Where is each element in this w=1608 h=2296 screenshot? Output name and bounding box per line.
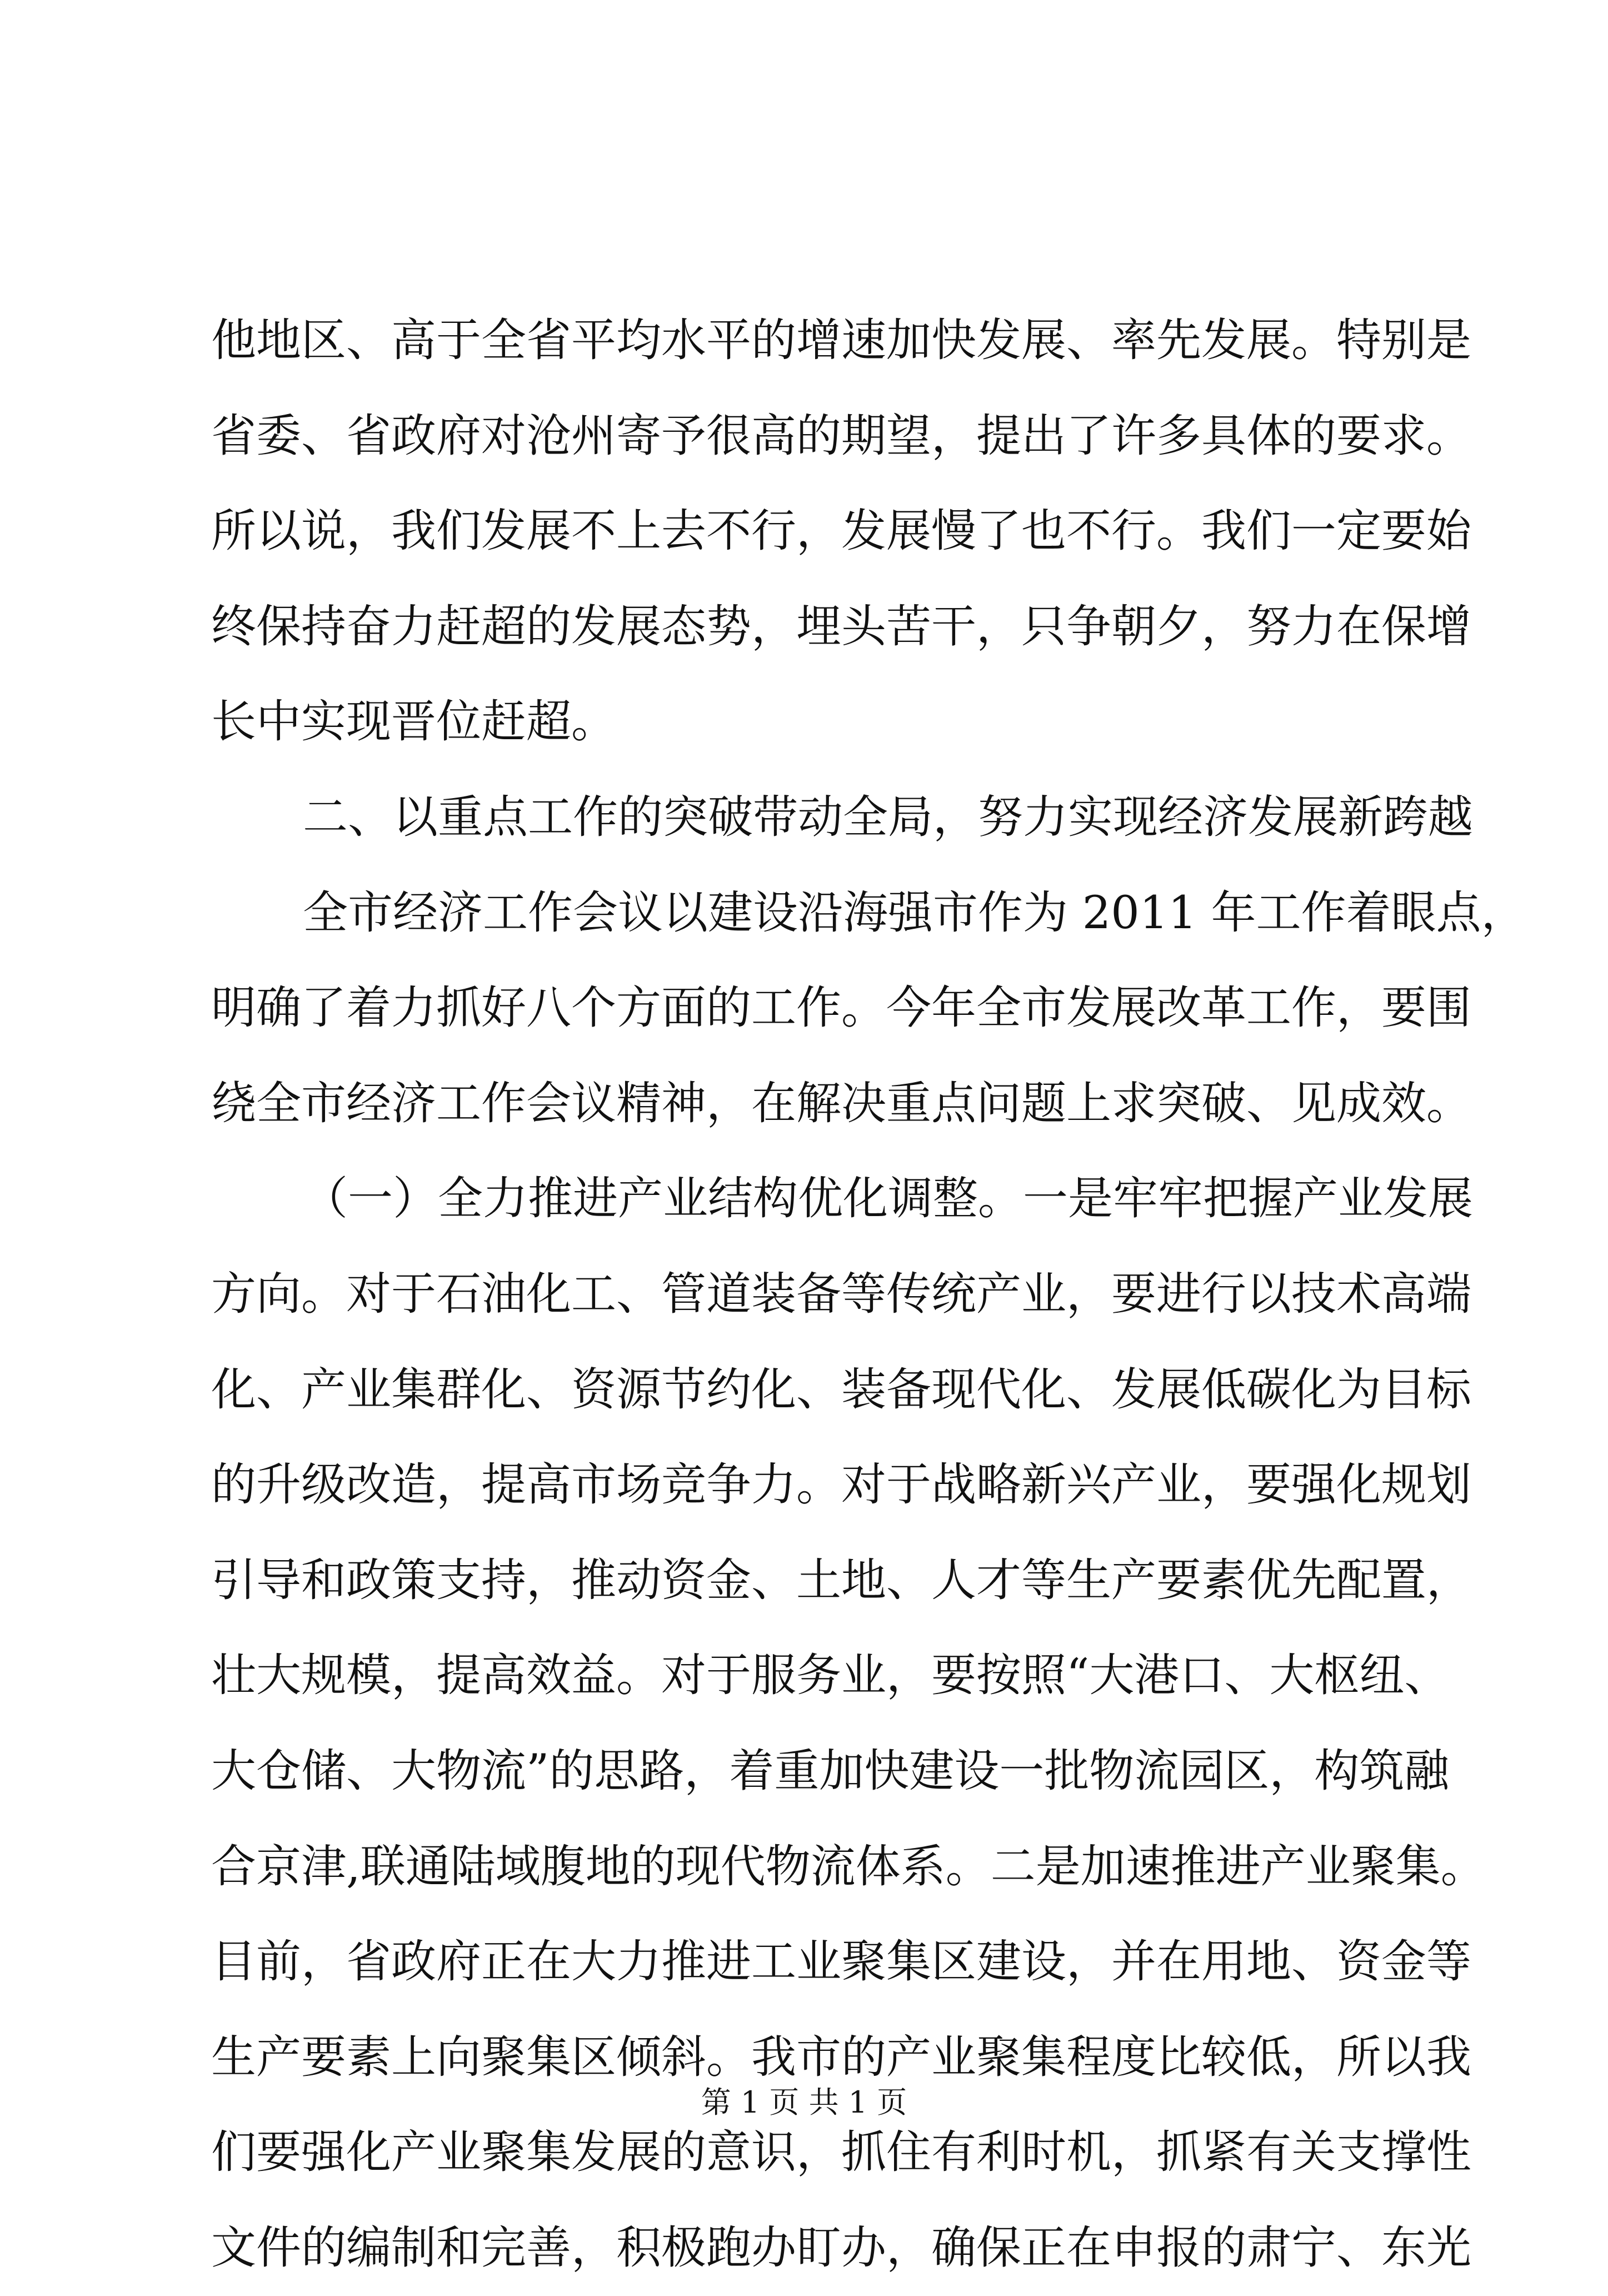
text-line: 全市经济工作会议以建设沿海强市作为 2011 年工作着眼点，	[303, 886, 1526, 939]
text-line: 化、产业集群化、资源节约化、装备现代化、发展低碳化为目标	[211, 1363, 1472, 1416]
text-line: 所以说，我们发展不上去不行，发展慢了也不行。我们一定要始	[211, 505, 1472, 558]
document-body	[211, 293, 1526, 2296]
text-line: 他地区、高于全省平均水平的增速加快发展、率先发展。特别是	[211, 315, 1472, 367]
text-line: 引导和政策支持，推动资金、土地、人才等生产要素优先配置，	[211, 1554, 1472, 1607]
text-line: 终保持奋力赶超的发展态势，埋头苦干，只争朝夕，努力在保增	[211, 600, 1472, 653]
text-line: 们要强化产业聚集发展的意识，抓住有利时机，抓紧有关支撑性	[211, 2126, 1472, 2179]
text-line: 大仓储、大物流”的思路，着重加快建设一批物流园区，构筑融	[211, 1745, 1450, 1797]
text-line: 明确了着力抓好八个方面的工作。今年全市发展改革工作，要围	[211, 982, 1472, 1035]
text-line: 二、以重点工作的突破带动全局，努力实现经济发展新跨越	[303, 791, 1474, 844]
text-line: 合京津,联通陆域腹地的现代物流体系。二是加速推进产业聚集。	[211, 1840, 1486, 1893]
text-line: 生产要素上向聚集区倾斜。我市的产业聚集程度比较低，所以我	[211, 2031, 1472, 2084]
text-line: 省委、省政府对沧州寄予很高的期望，提出了许多具体的要求。	[211, 410, 1472, 462]
paragraph-continuation	[211, 293, 1472, 770]
text-line: 壮大规模，提高效益。对于服务业，要按照“大港口、大枢纽、	[211, 1650, 1450, 1702]
section-heading	[211, 770, 1474, 866]
text-line: 绕全市经济工作会议精神，在解决重点问题上求突破、见成效。	[211, 1077, 1472, 1130]
text-line: 的升级改造，提高市场竞争力。对于战略新兴产业，要强化规划	[211, 1459, 1472, 1512]
text-line: 文件的编制和完善，积极跑办盯办，确保正在申报的肃宁、东光	[211, 2222, 1472, 2274]
text-line: 目前，省政府正在大力推进工业聚集区建设，并在用地、资金等	[211, 1936, 1472, 1989]
text-line: 长中实现晋位赶超。	[211, 696, 617, 749]
paragraph-industrial-structure	[211, 1152, 1486, 2296]
paragraph-economic-work	[211, 866, 1526, 1152]
page-footer: 第 1 页 共 1 页	[701, 2085, 907, 2120]
text-line: 方向。对于石油化工、管道装备等传统产业，要进行以技术高端	[211, 1268, 1472, 1321]
text-line: （一）全力推进产业结构优化调整。一是牢牢把握产业发展	[303, 1173, 1474, 1226]
